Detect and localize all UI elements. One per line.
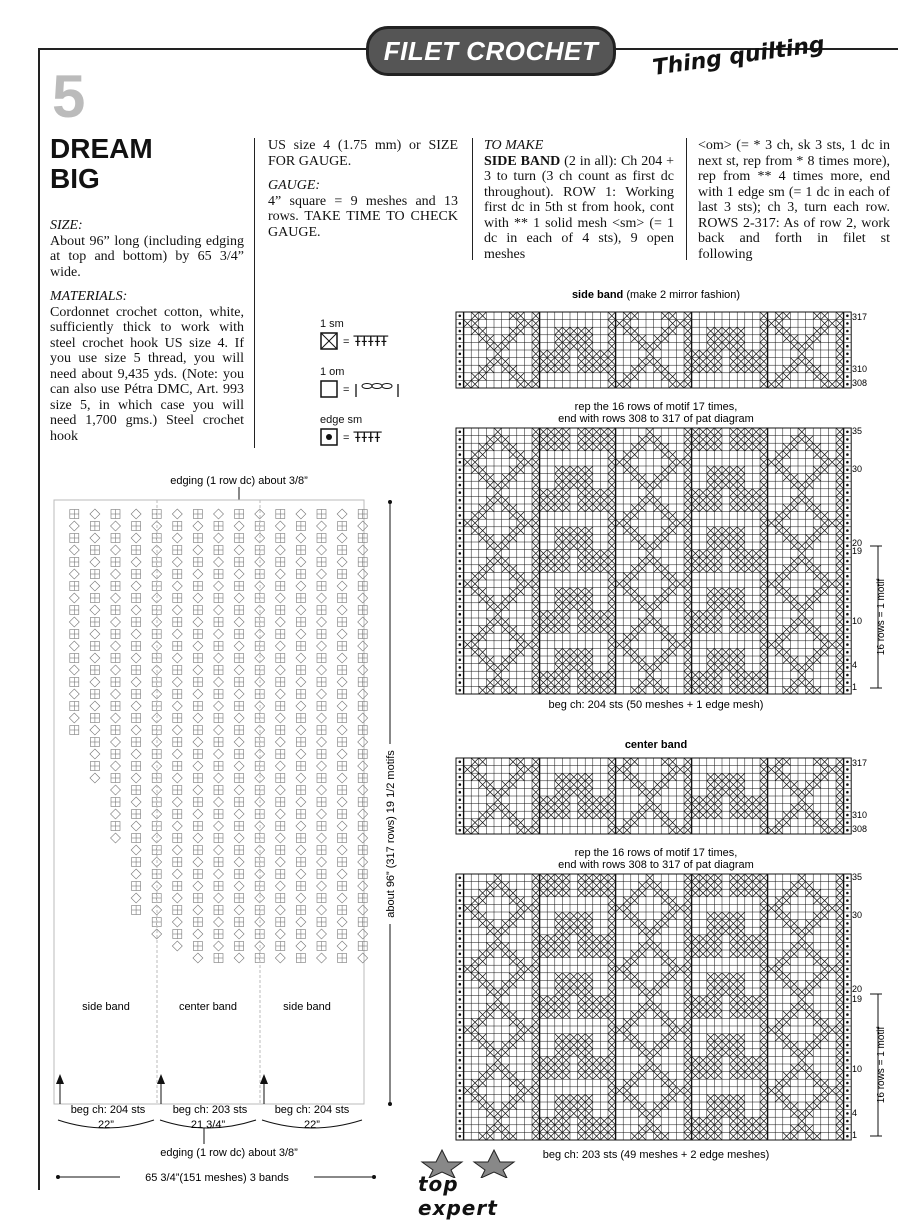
hook-text: US size 4 (1.75 mm) or SIZE FOR GAUGE. — [268, 138, 458, 169]
motif-label: 16 rows = 1 motif — [876, 579, 887, 656]
column-gauge — [268, 138, 458, 240]
column-divider — [686, 138, 687, 260]
repeat-note: rep the 16 rows of motif 17 times, — [575, 847, 738, 859]
to-make-label: TO MAKE — [484, 138, 674, 154]
band-width: 22” — [98, 1119, 114, 1131]
repeat-note: end with rows 308 to 317 of pat diagram — [558, 413, 754, 425]
row-label: 317 — [852, 312, 867, 322]
edging-top-label: edging (1 row dc) about 3/8” — [170, 475, 308, 487]
row-label: 35 — [852, 872, 862, 882]
width-label: 65 3/4”(151 meshes) 3 bands — [145, 1172, 289, 1184]
column-size-materials — [50, 218, 244, 444]
row-label: 30 — [852, 910, 862, 920]
assembly-diagram — [44, 468, 444, 1188]
section-title: FILET CROCHET — [384, 36, 599, 67]
chart-grid-top — [456, 312, 851, 388]
logo-text: top expert — [418, 1172, 544, 1220]
chart-grid-bottom — [456, 428, 851, 694]
row-label: 4 — [852, 1108, 857, 1118]
title-line-1: DREAM — [50, 134, 153, 164]
gauge-label: GAUGE: — [268, 178, 458, 194]
beg-ch-label: beg ch: 203 sts — [173, 1104, 248, 1116]
legend-open-mesh: 1 om = — [320, 366, 401, 399]
title-line-2: BIG — [50, 164, 153, 194]
column-divider — [472, 138, 473, 260]
center-band-chart-title: center band — [625, 739, 687, 751]
size-text: About 96” long (including edging at top and bottom) by 65 3/4” wide. — [50, 234, 244, 280]
legend-edge-mesh: edge sm = ŦŦŦŦ — [320, 414, 380, 447]
dc-stitch-icon: ŦŦŦŦ — [353, 430, 379, 446]
length-label: about 96” (317 rows) 19 1/2 motifs — [385, 750, 397, 918]
band-label: side band — [283, 1001, 331, 1013]
column-instructions — [698, 138, 890, 262]
row-label: 10 — [852, 1064, 862, 1074]
column-divider — [254, 138, 255, 448]
beg-ch-note: beg ch: 203 sts (49 meshes + 2 edge meshes) — [543, 1149, 770, 1161]
beg-ch-note: beg ch: 204 sts (50 meshes + 1 edge mesh) — [549, 699, 764, 711]
row-label: 30 — [852, 464, 862, 474]
beg-ch-label: beg ch: 204 sts — [71, 1104, 146, 1116]
band-label: side band — [82, 1001, 130, 1013]
side-band-label: SIDE BAND — [484, 154, 560, 169]
row-label: 308 — [852, 824, 867, 834]
chain-stitch-icon — [353, 382, 401, 398]
size-label: SIZE: — [50, 218, 244, 234]
chart-title-main: side band — [572, 289, 623, 301]
side-band-chart — [450, 284, 900, 714]
materials-text: Cordonnet crochet cotton, white, sufficiently thick to work with steel crochet hook US size 4. If you use size 5 thread, you will need about 9,435 yds. (Note: you can also use Pétra DMC, Art. 993 size 5, in which case you will need 1,700 gms.) Steel crochet hook — [50, 305, 244, 444]
chart-grid-top — [456, 758, 851, 834]
row-label: 4 — [852, 660, 857, 670]
edge-mesh-icon — [320, 428, 339, 447]
row-label: 19 — [852, 994, 862, 1004]
row-label: 1 — [852, 1130, 857, 1140]
beg-ch-label: beg ch: 204 sts — [275, 1104, 350, 1116]
publisher-logo — [404, 1148, 544, 1196]
row-label: 19 — [852, 546, 862, 556]
repeat-note: rep the 16 rows of motif 17 times, — [575, 401, 738, 413]
row-label: 10 — [852, 616, 862, 626]
side-band-text: (2 in all): Ch 204 + 3 to turn (3 ch count as first dc throughout). ROW 1: Working first dc in 5th st from hook, cont with ** 1 solid mesh <sm> (= 1 dc in each of 4 sts), 9 open meshes — [484, 154, 674, 262]
open-mesh-icon — [320, 380, 339, 399]
row-label: 308 — [852, 378, 867, 388]
solid-mesh-icon — [320, 332, 339, 351]
repeat-note: end with rows 308 to 317 of pat diagram — [558, 859, 754, 871]
handwritten-note: Thing quilting — [651, 32, 826, 81]
row-label: 310 — [852, 810, 867, 820]
beg-arrow — [260, 1074, 268, 1104]
gauge-text: 4” square = 9 meshes and 13 rows. TAKE TIME TO CHECK GAUGE. — [268, 194, 458, 240]
materials-label: MATERIALS: — [50, 289, 244, 305]
band-label: center band — [179, 1001, 237, 1013]
dc-stitch-icon: ŦŦŦŦŦ — [353, 334, 386, 350]
legend-solid-mesh: 1 sm = ŦŦŦŦŦ — [320, 318, 386, 351]
center-band-chart — [450, 736, 900, 1166]
legend-sm-label: 1 sm — [320, 318, 344, 330]
beg-arrow — [157, 1074, 165, 1104]
legend-edge-label: edge sm — [320, 414, 362, 426]
side-band-chart-title — [572, 289, 740, 301]
band-width: 22” — [304, 1119, 320, 1131]
band-width: 21 3/4” — [191, 1119, 226, 1131]
chart-subtitle: (make 2 mirror fashion) — [626, 289, 740, 301]
section-header — [366, 26, 616, 76]
instructions-text: <om> (= * 3 ch, sk 3 sts, 1 dc in next st, rep from * 8 times more), rep from ** 4 times more, end with 1 edge sm (= 1 dc in each of last 3 sts); ch 3, turn each row. ROWS 2-317: As of row 2, work back and forth in filet st following — [698, 138, 890, 262]
beg-arrow — [56, 1074, 64, 1104]
row-label: 310 — [852, 364, 867, 374]
row-label: 1 — [852, 682, 857, 692]
column-to-make — [484, 138, 674, 262]
motif-pattern — [69, 509, 367, 963]
row-label: 35 — [852, 426, 862, 436]
row-label: 317 — [852, 758, 867, 768]
pattern-number: 5 — [52, 62, 85, 131]
row-label: 20 — [852, 984, 862, 994]
legend-om-label: 1 om — [320, 366, 344, 378]
chart-grid-bottom — [456, 874, 851, 1140]
pattern-title — [50, 134, 153, 194]
row-label: 20 — [852, 538, 862, 548]
motif-label: 16 rows = 1 motif — [876, 1027, 887, 1104]
edging-bottom-label: edging (1 row dc) about 3/8” — [160, 1147, 298, 1159]
